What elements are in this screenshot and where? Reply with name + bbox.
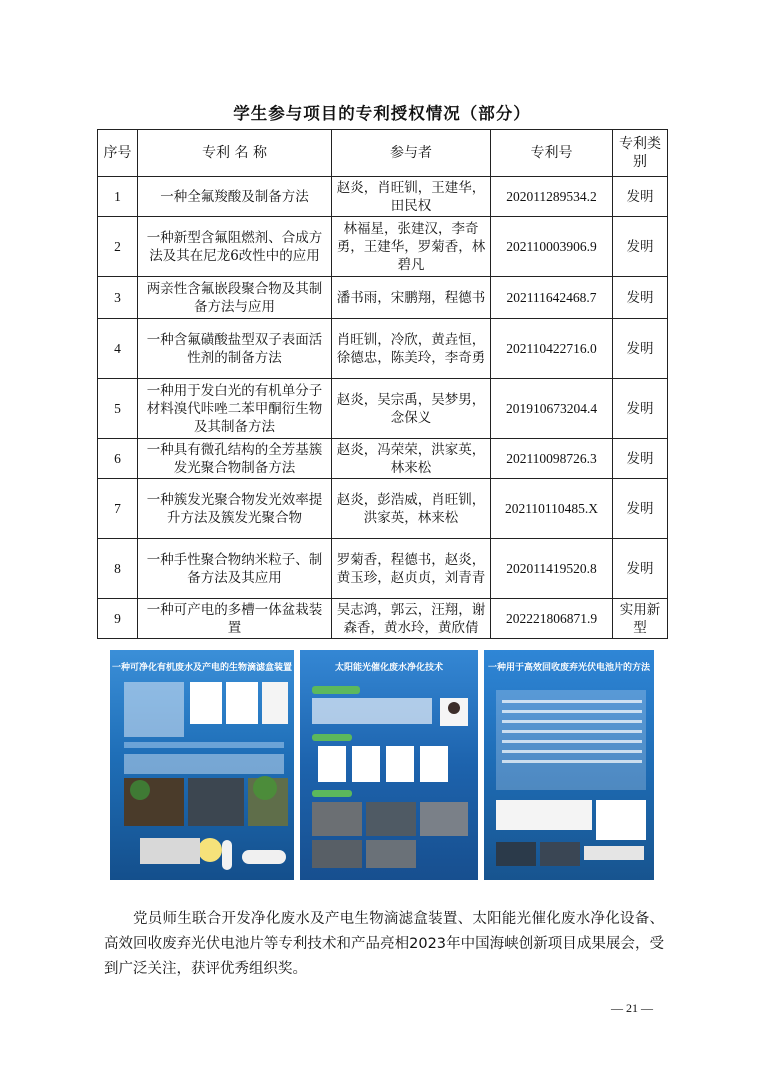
patent-number: 202011289534.2 [491,177,613,217]
page-title: 学生参与项目的专利授权情况（部分） [233,104,531,123]
participants: 林福星，张建汉，李奇勇，王建华，罗菊香，林碧凡 [332,217,491,277]
patent-number: 202111642468.7 [491,277,613,319]
patent-type: 实用新型 [613,599,668,639]
row-no: 2 [98,217,138,277]
header-type: 专利类别 [613,130,668,177]
poster-photo-strip [110,650,654,880]
table-row [98,539,668,599]
table-header-row [98,130,668,177]
row-no: 6 [98,439,138,479]
patent-type: 发明 [613,439,668,479]
table-row [98,599,668,639]
participants: 赵炎，彭浩威，肖旺钏，洪家英，林来松 [332,479,491,539]
patent-name: 一种簇发光聚合物发光效率提升方法及簇发光聚合物 [138,479,332,539]
patent-name: 一种新型含氟阻燃剂、合成方法及其在尼龙6改性中的应用 [138,217,332,277]
patent-name: 一种可产电的多槽一体盆栽装置 [138,599,332,639]
row-no: 1 [98,177,138,217]
patent-number: 202011419520.8 [491,539,613,599]
table-row [98,439,668,479]
participants: 罗菊香，程德书，赵炎，黄玉珍，赵贞贞，刘青青 [332,539,491,599]
patent-type: 发明 [613,379,668,439]
participants: 肖旺钏，冷欣，黄垚恒，徐德忠，陈美玲，李奇勇 [332,319,491,379]
patent-number: 202110003906.9 [491,217,613,277]
table-row [98,319,668,379]
poster-title: 一种用于高效回收废弃光伏电池片的方法 [487,663,650,673]
patent-type: 发明 [613,539,668,599]
table-row [98,177,668,217]
patent-number: 202110098726.3 [491,439,613,479]
patent-name: 一种手性聚合物纳米粒子、制备方法及其应用 [138,539,332,599]
patent-name: 一种全氟羧酸及制备方法 [138,177,332,217]
poster-biofilter [110,650,294,880]
patent-type: 发明 [613,479,668,539]
patent-type: 发明 [613,319,668,379]
poster-graphics [110,650,294,880]
participants: 赵炎，吴宗禹，吴梦男，念保义 [332,379,491,439]
patent-number: 202110422716.0 [491,319,613,379]
participants: 吴志鸿，郭云，汪翔，谢森香，黄水玲，黄欣倩 [332,599,491,639]
header-name: 专利 名 称 [138,130,332,177]
patent-type: 发明 [613,277,668,319]
header-no: 序号 [98,130,138,177]
patent-number: 202221806871.9 [491,599,613,639]
patent-name: 一种具有微孔结构的全芳基簇发光聚合物制备方法 [138,439,332,479]
row-no: 4 [98,319,138,379]
table-row [98,217,668,277]
patent-number: 201910673204.4 [491,379,613,439]
participants: 赵炎，肖旺钏，王建华，田民权 [332,177,491,217]
poster-pv-recycling [484,650,654,880]
patent-type: 发明 [613,217,668,277]
row-no: 8 [98,539,138,599]
patent-type: 发明 [613,177,668,217]
poster-title: 一种可净化有机废水及产电的生物滴滤盒装置 [111,663,292,673]
caption-paragraph: 党员师生联合开发净化废水及产电生物滴滤盒装置、太阳能光催化废水净化设备、高效回收废弃光伏电池片等专利技术和产品亮相2023年中国海峡创新项目成果展会，受到广泛关注，获评优秀组织奖。 [104,911,664,977]
row-no: 3 [98,277,138,319]
page-number: — 21 — [611,1001,653,1015]
row-no: 7 [98,479,138,539]
patent-number: 202110110485.X [491,479,613,539]
poster-photocatalysis [300,650,478,880]
participants: 潘书雨，宋鹏翔，程德书 [332,277,491,319]
table-row [98,277,668,319]
header-patent-no: 专利号 [491,130,613,177]
table-row [98,379,668,439]
poster-graphics [484,650,654,880]
table-row [98,479,668,539]
header-people: 参与者 [332,130,491,177]
poster-title: 太阳能光催化废水净化技术 [334,663,443,673]
patent-name: 两亲性含氟嵌段聚合物及其制备方法与应用 [138,277,332,319]
patent-table [97,129,668,639]
participants: 赵炎，冯荣荣，洪家英，林来松 [332,439,491,479]
patent-name: 一种含氟磺酸盐型双子表面活性剂的制备方法 [138,319,332,379]
poster-graphics [300,650,478,880]
row-no: 9 [98,599,138,639]
row-no: 5 [98,379,138,439]
patent-name: 一种用于发白光的有机单分子材料溴代咔唑二苯甲酮衍生物及其制备方法 [138,379,332,439]
